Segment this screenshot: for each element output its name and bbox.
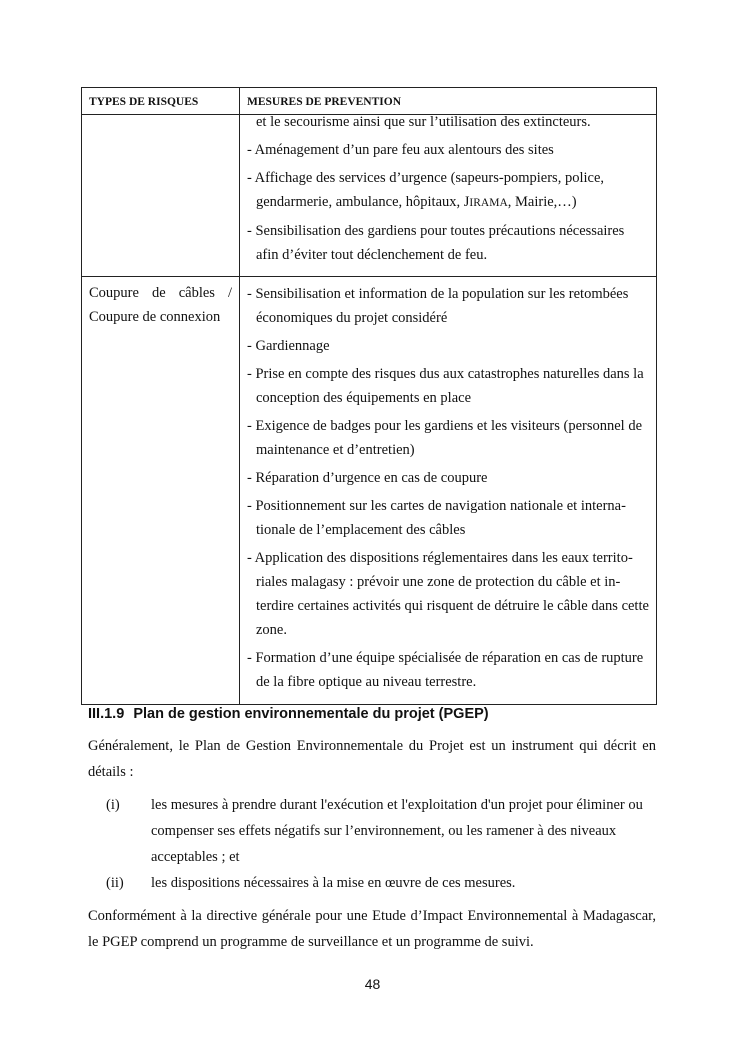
measure-item [247, 166, 649, 215]
measure-text: Affichage des services d’urgence (sapeurs-pompiers, police, gendarmerie, ambulance, hôpitaux, [254, 170, 605, 210]
measures-list [247, 281, 649, 704]
list-item-text: les dispositions nécessaires à la mise en œuvre de ces mesures. [151, 875, 516, 891]
measure-continuation: et le secourisme ainsi que sur l’utilisation des extincteurs. [256, 114, 591, 130]
list-item [88, 870, 656, 896]
risk-prevention-table [81, 87, 657, 705]
measure-item: - Réparation d’urgence en cas de coupure [247, 466, 649, 490]
risk-type-cell [82, 115, 240, 277]
table-row [82, 115, 657, 277]
header-prevention-measures: MESURES DE PREVENTION [240, 88, 657, 115]
measure-item: - Formation d’une équipe spécialisée de réparation en cas de rupture de la fibre optique au niveau terrestre. [247, 646, 649, 694]
section-number: III.1.9 [88, 706, 125, 722]
jirama-initial: J [463, 194, 470, 210]
conclusion-paragraph: Conformément à la directive générale pour une Etude d’Impact Environnemental à Madagascar, le PGEP comprend un programme de surveillance et un programme de suivi. [88, 908, 656, 950]
measure-item: - Sensibilisation des gardiens pour toutes précautions nécessaires afin d’éviter tout déclenchement de feu. [247, 219, 649, 267]
table-row [82, 277, 657, 705]
page-number: 48 [364, 976, 381, 992]
measures-list [247, 110, 649, 276]
list-item [88, 792, 656, 870]
measure-item: - Exigence de badges pour les gardiens et les visiteurs (personnel de maintenance et d’entretien) [247, 414, 649, 462]
measure-text-tail: , Mairie,…) [507, 194, 577, 210]
risk-type-cell [82, 277, 240, 705]
measure-item: - Prise en compte des risques dus aux catastrophes naturelles dans la conception des équipements en place [247, 362, 649, 410]
measure-item: - Sensibilisation et information de la population sur les retombées économiques du projet considéré [247, 282, 649, 330]
measures-cell [240, 277, 657, 705]
measure-item: - Positionnement sur les cartes de navigation nationale et internationale de l’emplacement des câbles [247, 494, 649, 542]
section-heading [88, 706, 489, 722]
jirama-smallcaps: IRAMA [469, 197, 508, 209]
intro-paragraph: Généralement, le Plan de Gestion Environnementale du Projet est un instrument qui décrit en détails : [88, 738, 656, 780]
list-item-text: les mesures à prendre durant l'exécution et l'exploitation d'un projet pour éliminer ou compenser ses effets négatifs sur l’environnement, ou les ramener à des niveaux acceptables ; et [151, 797, 643, 865]
risk-type-text: Coupure de câbles / Coupure de connexion [89, 285, 232, 325]
measure-item: - Application des dispositions réglementaires dans les eaux territoriales malagasy : prévoir une zone de protection du câble et interdire certaines activités qui risquent de détruire le câble dans cette zone. [247, 546, 649, 642]
measures-cell [240, 115, 657, 277]
list-marker: (ii) [106, 875, 124, 891]
list-marker: (i) [106, 797, 120, 813]
header-risk-types: TYPES DE RISQUES [82, 88, 240, 115]
measure-item: - Gardiennage [247, 334, 649, 358]
measure-item: - Aménagement d’un pare feu aux alentours des sites [247, 138, 649, 162]
section-title: Plan de gestion environnementale du projet (PGEP) [133, 706, 489, 722]
enumerated-list [88, 792, 656, 896]
